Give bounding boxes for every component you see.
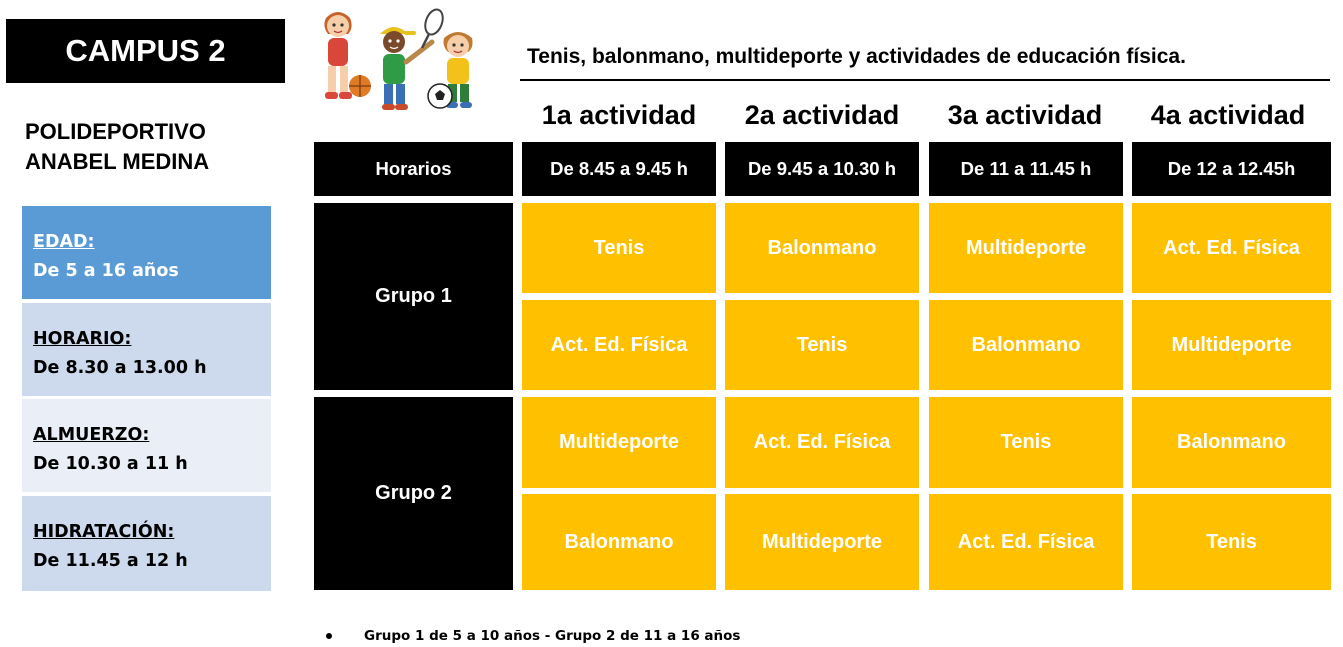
group-1-label: Grupo 1 — [314, 203, 513, 390]
time-slot-2: De 9.45 a 10.30 h — [725, 142, 919, 196]
activity-cell: Tenis — [522, 203, 716, 293]
activity-cell: Multideporte — [929, 203, 1123, 293]
time-slot-4: De 12 a 12.45h — [1132, 142, 1331, 196]
activity-header-4: 4a actividad — [1150, 100, 1306, 130]
activity-cell: Multideporte — [1132, 300, 1331, 390]
time-slot-3: De 11 a 11.45 h — [929, 142, 1123, 196]
info-age-label: EDAD: — [33, 232, 95, 252]
kids-sports-illustration — [308, 4, 500, 116]
activity-cell: Act. Ed. Física — [929, 494, 1123, 590]
activity-cell: Balonmano — [522, 494, 716, 590]
info-schedule — [22, 303, 271, 396]
time-slot-1: De 8.45 a 9.45 h — [522, 142, 716, 196]
info-lunch-label: ALMUERZO: — [33, 425, 150, 445]
activity-cell: Tenis — [725, 300, 919, 390]
activity-header-3: 3a actividad — [947, 100, 1103, 130]
footnote-text: Grupo 1 de 5 a 10 años - Grupo 2 de 11 a 16 años — [364, 628, 741, 644]
activity-cell: Act. Ed. Física — [1132, 203, 1331, 293]
activity-cell: Multideporte — [725, 494, 919, 590]
info-schedule-label: HORARIO: — [33, 329, 132, 349]
footnote — [326, 628, 740, 644]
activity-cell: Balonmano — [929, 300, 1123, 390]
girl-tennis-figure — [422, 7, 473, 108]
girl-basketball-figure — [324, 12, 371, 99]
activity-header-2: 2a actividad — [744, 100, 900, 130]
info-hydration-label: HIDRATACIÓN: — [33, 522, 175, 542]
activity-cell: Tenis — [929, 397, 1123, 488]
activity-cell: Balonmano — [1132, 397, 1331, 488]
info-age-value: De 5 a 16 años — [33, 261, 179, 281]
subtitle-rule — [520, 79, 1330, 81]
activity-cell: Balonmano — [725, 203, 919, 293]
activity-cell: Act. Ed. Física — [522, 300, 716, 390]
group-2-label: Grupo 2 — [314, 397, 513, 590]
schedule-row-label: Horarios — [314, 142, 513, 196]
activity-cell: Multideporte — [522, 397, 716, 488]
venue-line-2: ANABEL MEDINA — [25, 149, 210, 174]
info-age — [22, 206, 271, 299]
activity-cell: Tenis — [1132, 494, 1331, 590]
boy-baseball-figure — [380, 27, 432, 110]
activity-header-1: 1a actividad — [541, 100, 697, 130]
info-lunch-value: De 10.30 a 11 h — [33, 454, 188, 474]
campus-title: CAMPUS 2 — [6, 19, 285, 83]
subtitle: Tenis, balonmano, multideporte y actividades de educación física. — [527, 45, 1186, 68]
venue-line-1: POLIDEPORTIVO — [25, 119, 206, 144]
info-hydration-value: De 11.45 a 12 h — [33, 551, 188, 571]
info-hydration — [22, 496, 271, 591]
activity-cell: Act. Ed. Física — [725, 397, 919, 488]
bullet-icon — [326, 633, 332, 639]
venue-name — [25, 117, 209, 177]
info-lunch — [22, 399, 271, 492]
info-schedule-value: De 8.30 a 13.00 h — [33, 358, 207, 378]
